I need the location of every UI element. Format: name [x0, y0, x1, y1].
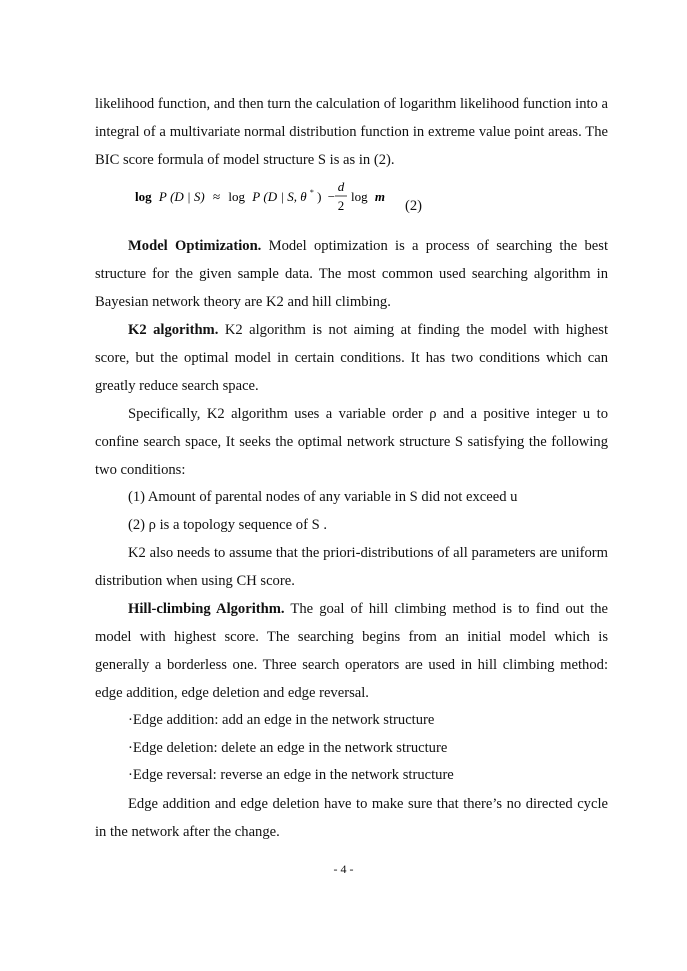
operator-edge-addition: ·Edge addition: add an edge in the network structure: [128, 712, 435, 728]
formula-text: log P (D | S) ≈ log P (D | S, θ * ) −: [135, 188, 336, 204]
equation-number: (2): [405, 198, 423, 214]
heading-hill-climbing: Hill-climbing Algorithm.: [128, 601, 285, 617]
fraction-numerator: d: [337, 179, 345, 194]
formula-2: [95, 176, 608, 232]
paragraph-bic-intro: likelihood function, and then turn the calculation of logarithm likelihood function into a integral of a multivariate normal distribution function in extreme value point areas. The BIC score formula of model structure S is as in (2).: [95, 96, 608, 168]
paragraph-edge-constraint: Edge addition and edge deletion have to make sure that there’s no directed cycle in the network after the change.: [95, 795, 608, 840]
formula-tail: log m: [351, 189, 385, 204]
paragraph-k2-specifics: Specifically, K2 algorithm uses a variable order ρ and a positive integer u to confine search space, It seeks the optimal network structure S satisfying the following two conditions:: [95, 406, 608, 478]
bic-formula: [133, 176, 403, 232]
paragraph-k2-assumption: K2 also needs to assume that the priori-distributions of all parameters are uniform distribution when using CH score.: [95, 545, 608, 589]
text-k2: K2 algorithm is not aiming at finding the model with highest score, but the optimal model in certain conditions. It has two conditions which can greatly reduce search space.: [95, 322, 608, 394]
operator-edge-reversal: ·Edge reversal: reverse an edge in the network structure: [128, 767, 454, 783]
condition-1: (1) Amount of parental nodes of any variable in S did not exceed u: [128, 489, 518, 505]
paragraph-model-optimization: [95, 232, 608, 316]
fraction-denominator: 2: [337, 198, 345, 213]
page-number: - 4 -: [333, 862, 354, 876]
operator-edge-deletion: ·Edge deletion: delete an edge in the network structure: [128, 739, 448, 756]
text-hill-climbing: The goal of hill climbing method is to find out the model with highest score. The searching begins from an initial model which is generally a borderless one. Three search operators are used in hill climbing method: edge addition, edge deletion and edge reversal.: [95, 601, 609, 701]
body-text: [95, 90, 608, 846]
heading-k2: K2 algorithm.: [128, 322, 219, 338]
heading-model-optimization: Model Optimization.: [128, 238, 262, 254]
text-model-optimization: Model optimization is a process of searching the best structure for the given sample data. The most common used searching algorithm in Bayesian network theory are K2 and hill climbing.: [95, 238, 609, 310]
paragraph-k2: [95, 316, 608, 400]
condition-2: (2) ρ is a topology sequence of S .: [128, 516, 327, 533]
paragraph-hill-climbing: [95, 595, 608, 707]
